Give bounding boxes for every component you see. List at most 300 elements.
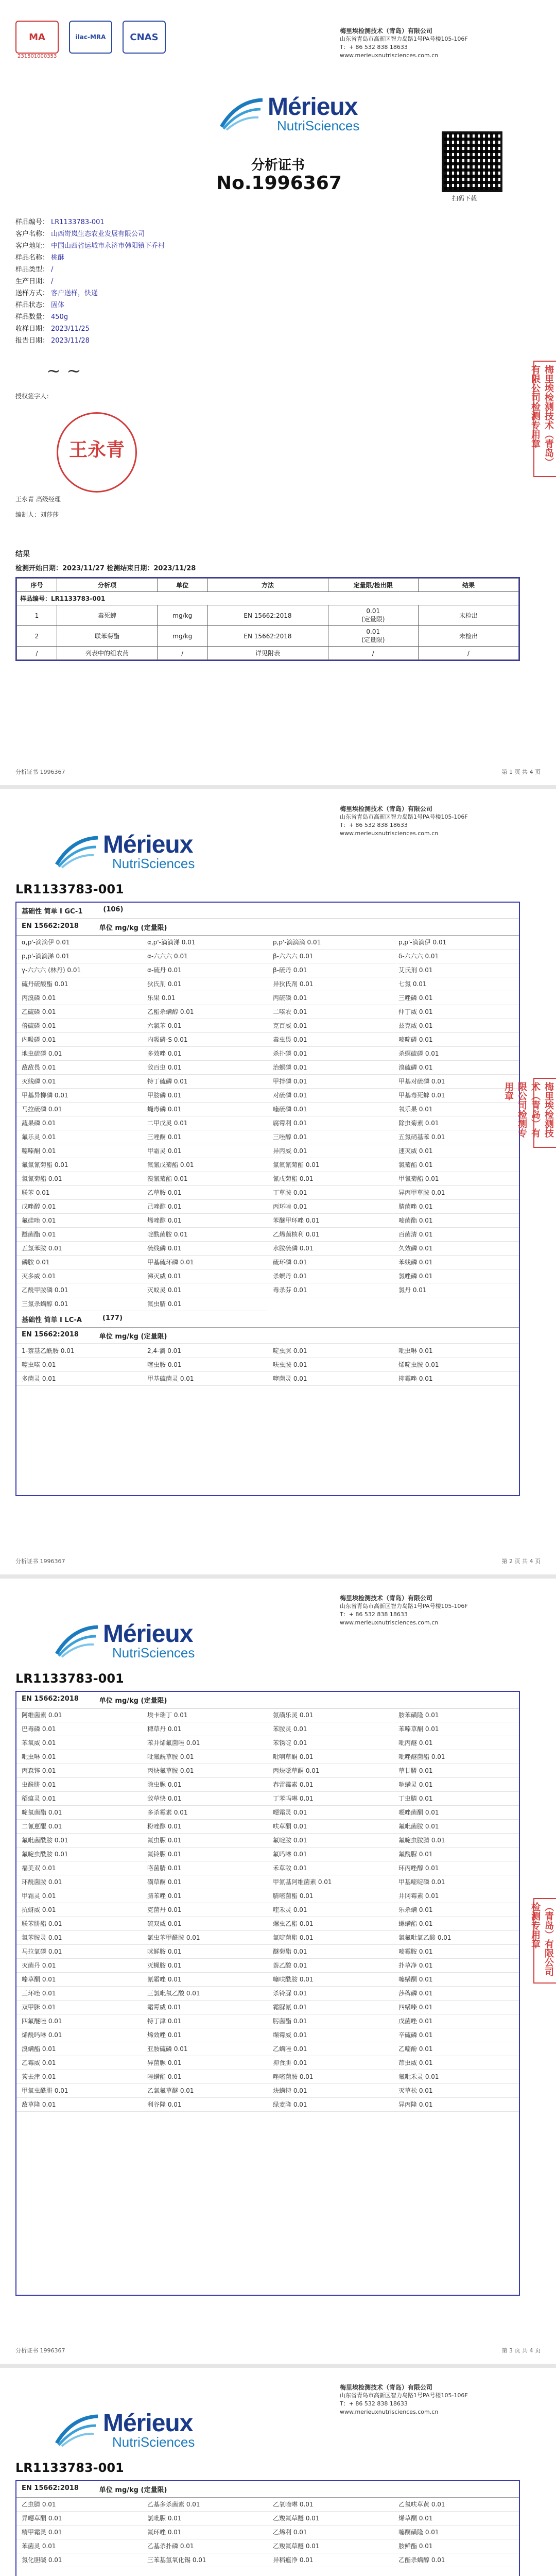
pesticide-grid [16,2498,519,2567]
pesticide-item: α-六六六 0.01 [142,950,268,963]
info-row: 生产日期： / [15,278,54,285]
pesticide-item: 甲霜灵 0.01 [142,1144,268,1158]
company-address-block: 梅里埃检测技术（青岛）有限公司 山东省青岛市高新区智力岛路1号PA号楼105-106F T：+ 86 532 838 18633 www.merieuxnutrisciences.com.cn [340,1595,468,1626]
pesticide-item: 水胺硫磷 0.01 [268,1242,393,1256]
pesticide-item: 乙氧呋草黄 0.01 [393,2498,519,2512]
results-table [16,578,519,660]
pesticide-item: 甲霜灵 0.01 [16,1889,142,1903]
pesticide-item: 腐霉利 0.01 [268,1116,393,1130]
merieux-logo: Mérieux NutriSciences [51,831,195,872]
pesticide-item: 咪鲜胺 0.01 [142,1945,268,1959]
pesticide-item: 双甲脒 0.01 [16,2001,142,2014]
merieux-logo-icon [51,834,101,870]
pesticide-item: 烯草酮 0.01 [393,2512,519,2526]
pesticide-item: 氟乐灵 0.01 [16,1130,142,1144]
pesticide-item: 甲拌磷 0.01 [268,1075,393,1089]
info-row: 样品类型： / [15,266,54,274]
report-page-2 [0,789,556,1572]
report-page-1 [0,0,556,783]
pesticide-item: 乙羧氟草醚 0.01 [268,2539,393,2553]
pesticide-item: 啶酰菌胺 0.01 [142,1228,268,1242]
pesticide-item: α,p'-滴滴涕 0.01 [142,936,268,950]
merieux-logo-icon [51,2412,101,2448]
info-row: 样品数量： 450g [15,313,68,321]
pesticide-item: 异丙威 0.01 [268,1144,393,1158]
pesticide-item: 丙溴磷 0.01 [16,991,142,1005]
pesticide-item: 丙环唑 0.01 [268,1200,393,1214]
pesticide-item: α-硫丹 0.01 [142,963,268,977]
pesticide-item: 甲基对硫磷 0.01 [393,1075,519,1089]
pesticide-item: 苯醚甲环唑 0.01 [268,1214,393,1228]
pesticide-item: 噻虫嗪 0.01 [16,1358,142,1372]
pesticide-item: 乙草胺 0.01 [142,1186,268,1200]
report-page-4 [0,2368,556,2576]
pesticide-item: 乙酰甲胺磷 0.01 [16,1283,142,1297]
pesticide-item: 乐杀螨 0.01 [393,1903,519,1917]
pesticide-item: γ-六六六 (林丹) 0.01 [16,963,142,977]
pesticide-item: 仲丁威 0.01 [393,1005,519,1019]
pesticide-item: 三唑醇 0.01 [268,1130,393,1144]
report-number-value: 1996367 [251,173,342,194]
pesticide-item: 五氯硝基苯 0.01 [393,1130,519,1144]
pesticide-item: 氟啶虫酰胺 0.01 [16,1848,142,1861]
merieux-logo [216,93,359,134]
pesticide-item: 氰霜唑 0.01 [142,1973,268,1987]
pesticide-item: 乙烯利 0.01 [268,2526,393,2539]
official-seal [57,412,137,493]
pesticide-item: 胺苯磺隆 0.01 [393,1708,519,1722]
pesticide-item: 杀螟硫磷 0.01 [393,1047,519,1061]
pesticide-item: 1-萘基乙酰胺 0.01 [16,1344,142,1358]
report-number [216,173,342,194]
pesticide-item: 甲基硫环磷 0.01 [142,1256,268,1269]
pesticide-item: 乙基杀扑磷 0.01 [142,2539,268,2553]
pesticide-item: 乙基多杀菌素 0.01 [142,2498,268,2512]
pesticide-item: 乙氧喹啉 0.01 [268,2498,393,2512]
pesticide-item: 氯吡脲 0.01 [142,2512,268,2526]
pesticide-item: 辛硫磷 0.01 [393,2028,519,2042]
pesticide-item: 霜脲氰 0.01 [268,2001,393,2014]
pesticide-item: 苯并烯氟菌唑 0.01 [142,1736,268,1750]
pesticide-item: 六氯苯 0.01 [142,1019,268,1033]
info-row: 客户地址： 中国山西省运城市永济市韩阳镇下乔村 [15,242,165,250]
pesticide-item: 甲氨基阿维菌素 0.01 [268,1875,393,1889]
pesticide-item: 敌草隆 0.01 [16,2098,142,2112]
pesticide-item: 亚胺硫磷 0.01 [142,2042,268,2056]
pesticide-item: 嘧啶磷 0.01 [393,1033,519,1047]
pesticide-item: 氟啶虫胺腈 0.01 [393,1834,519,1848]
sample-number-title: LR1133783-001 [15,1671,124,1686]
pesticide-item: 苯嗪草酮 0.01 [393,1722,519,1736]
pesticide-item: 百菌清 0.01 [393,1228,519,1242]
pesticide-item: 抗蚜威 0.01 [16,1903,142,1917]
pesticide-item: 治螟磷 0.01 [268,1061,393,1075]
pesticide-item: β-六六六 0.01 [268,950,393,963]
side-stamp-3: （青岛）有限公司检测专用章 [533,1898,556,1984]
pesticide-item: 腈嘧菌酯 0.01 [268,1889,393,1903]
pesticide-list-box [15,902,520,1496]
pesticide-item: 氯虫苯甲酰胺 0.01 [142,1931,268,1945]
pesticide-item: 三氯杀螨醇 0.01 [16,1297,142,1311]
pesticide-item: 呋虫胺 0.01 [268,1358,393,1372]
pesticide-item: 特丁硫磷 0.01 [142,1075,268,1089]
pesticide-item: 溴氰菊酯 0.01 [142,1172,268,1186]
sample-number-title: LR1133783-001 [15,882,124,896]
pesticide-item: 扑草净 0.01 [393,1959,519,1973]
pesticide-item: 螺虫乙酯 0.01 [268,1917,393,1931]
col-header: 方法 [207,579,328,592]
company-address-block: 梅里埃检测技术（青岛）有限公司 山东省青岛市高新区智力岛路1号PA号楼105-106F T：+ 86 532 838 18633 www.merieuxnutrisciences.com.cn [340,2384,468,2415]
pesticide-item: 萘乙酸 0.01 [268,1959,393,1973]
info-row: 送样方式： 客户送样，快递 [15,290,98,297]
pesticide-item: 氯唑磷 0.01 [393,1269,519,1283]
page-separator [0,785,556,789]
pesticide-item: 硫双威 0.01 [142,1917,268,1931]
pesticide-item: 灭多威 0.01 [16,1269,142,1283]
pesticide-grid [16,936,519,1311]
pesticide-item: 喹硫磷 0.01 [268,1103,393,1116]
table-header-row [17,579,519,592]
table-row: 2 联苯菊酯 mg/kg EN 15662:2018 0.01 (定量限) 未检出 [17,626,519,647]
method-header: EN 15662:2018 单位 mg/kg (定量限) [16,2481,519,2498]
test-period: 检测开始日期：2023/11/27 检测结束日期：2023/11/28 [15,565,196,572]
side-stamp-2: 梅里埃检测技术（青岛）有限公司检测专用章 [533,1078,556,1148]
pesticide-item: 甲氧虫酰肼 0.01 [16,2084,142,2098]
pesticide-item: 异菌脲 0.01 [142,2056,268,2070]
pesticide-item: 氯化胆碱 0.01 [16,2553,142,2567]
pesticide-item: β-硫丹 0.01 [268,963,393,977]
pesticide-item: 艾氏剂 0.01 [393,963,519,977]
company-phone: T：+ 86 532 838 18633 [340,44,408,50]
pesticide-item: 噻螨酮 0.01 [393,1973,519,1987]
company-address: 山东省青岛市高新区智力岛路1号PA号楼105-106F [340,36,468,42]
pesticide-grid [16,1344,519,1386]
pesticide-item: 丁苯吗啉 0.01 [268,1792,393,1806]
pesticide-item: 杀扑磷 0.01 [268,1047,393,1061]
results-table-box [15,577,520,661]
method-header: EN 15662:2018 单位 mg/kg (定量限) [16,919,519,936]
pesticide-item: 三苯基氢氧化锡 0.01 [142,2553,268,2567]
page-separator [0,1574,556,1579]
pesticide-item: 七氯 0.01 [393,977,519,991]
pesticide-item: 五氯苯胺 0.01 [16,1242,142,1256]
pesticide-item: 敌草快 0.01 [142,1792,268,1806]
col-header: 结果 [419,579,519,592]
pesticide-item: 氟虫腈 0.01 [142,1297,268,1311]
method-header: EN 15662:2018 单位 mg/kg (定量限) [16,1692,519,1708]
pesticide-item: 氯啶菌酯 0.01 [268,1931,393,1945]
pesticide-item: 戊唑醇 0.01 [16,1200,142,1214]
pesticide-item: 蔬果磷 0.01 [16,1116,142,1130]
sample-number: LR1133783-001 [51,595,106,602]
col-header: 单位 [158,579,208,592]
pesticide-item: 埃卡瑞丁 0.01 [142,1708,268,1722]
pesticide-item: 甲胺磷 0.01 [142,1089,268,1103]
pesticide-item: 烯酰吗啉 0.01 [16,2028,142,2042]
col-header: 序号 [17,579,57,592]
pesticide-item: 草甘膦 0.01 [393,1764,519,1778]
pesticide-item: 乙羧氟草醚 0.01 [268,2512,393,2526]
group-header: 基础性 简单 I LC-A (177) [16,1311,519,1328]
pesticide-item: 氟吡菌胺 0.01 [393,1820,519,1834]
info-row: 报告日期： 2023/11/28 [15,337,90,345]
pesticide-item: 二嗪农 0.01 [268,1005,393,1019]
pesticide-item: 丙炔氟草胺 0.01 [142,1764,268,1778]
pesticide-item: 氯氟吡氧乙酸 0.01 [393,1931,519,1945]
pesticide-item: 抑食肼 0.01 [268,2056,393,2070]
pesticide-item: 氟环唑 0.01 [142,2526,268,2539]
pesticide-item: p,p'-滴滴滴 0.01 [268,936,393,950]
cma-logo: MA [15,21,59,54]
col-header: 分析项 [57,579,158,592]
pesticide-item: 氰戊菊酯 0.01 [268,1172,393,1186]
pesticide-item: 三环唑 0.01 [16,1987,142,2001]
editor-line [15,510,59,519]
pesticide-item: 甲基嘧啶磷 0.01 [393,1875,519,1889]
pesticide-item: 苯胺灵 0.01 [268,1722,393,1736]
pesticide-item: 倍硫磷 0.01 [16,1019,142,1033]
pesticide-grid [16,1708,519,2112]
company-name: 梅里埃检测技术（青岛）有限公司 [340,27,433,35]
company-website: www.merieuxnutrisciences.com.cn [340,52,439,59]
pesticide-item: 多菌灵 0.01 [16,1372,142,1386]
pesticide-item: 马拉硫磷 0.01 [16,1103,142,1116]
ilac-mra-logo: ilac-MRA [69,21,112,54]
pesticide-item: 联苯肼酯 0.01 [16,1917,142,1931]
pesticide-item: 禾草敌 0.01 [268,1861,393,1875]
pesticide-item: 啶氧菌酯 0.01 [16,1806,142,1820]
pesticide-item: 炔螨特 0.01 [268,2084,393,2098]
pesticide-item: p,p'-滴滴伊 0.01 [393,936,519,950]
pesticide-item: 久效磷 0.01 [393,1242,519,1256]
pesticide-item: 噁唑菌酮 0.01 [393,1806,519,1820]
pesticide-item: 灭蚁灵 0.01 [142,1283,268,1297]
pesticide-item: 吡唑醚菌酯 0.01 [393,1750,519,1764]
pesticide-item: 唑嘧菌胺 0.01 [268,2070,393,2084]
pesticide-item: 咯菌腈 0.01 [142,1861,268,1875]
pesticide-item: 氟吡菌酰胺 0.01 [16,1834,142,1848]
method-header: EN 15662:2018 单位 mg/kg (定量限) [16,1328,519,1344]
pesticide-item: 氯氟氰菊酯 0.01 [268,1158,393,1172]
pesticide-item: 异丙隆 0.01 [393,2098,519,2112]
pesticide-item: 稗草丹 0.01 [142,1722,268,1736]
info-row: 客户名称： 山西岢岚生态农业发展有限公司 [15,230,145,238]
pesticide-item: 多效唑 0.01 [142,1047,268,1061]
pesticide-item: 嗪草酮 0.01 [16,1973,142,1987]
pesticide-item: 丙森锌 0.01 [16,1764,142,1778]
table-row: 1 毒死蜱 mg/kg EN 15662:2018 0.01 (定量限) 未检出 [17,605,519,626]
pesticide-item: 啶虫脒 0.01 [268,1344,393,1358]
pesticide-item: 克百威 0.01 [268,1019,393,1033]
pesticide-item: 蝇毒磷 0.01 [142,1103,268,1116]
cert-code: 231501000353 [18,54,57,59]
pesticide-item: 腈苯唑 0.01 [142,1889,268,1903]
pesticide-item: 福美双 0.01 [16,1861,142,1875]
pesticide-item: 对硫磷 0.01 [268,1089,393,1103]
pesticide-item: 吡虫啉 0.01 [16,1750,142,1764]
result-label: 结果 [15,550,30,558]
pesticide-item: 毒杀芬 0.01 [268,1283,393,1297]
pesticide-item: 特丁津 0.01 [142,2014,268,2028]
table-row: / 列表中的组农药 / 详见附表 / / [17,647,519,660]
pesticide-item: 绿麦隆 0.01 [268,2098,393,2112]
pesticide-item: 利谷隆 0.01 [142,2098,268,2112]
col-header: 定量限/检出限 [328,579,419,592]
pesticide-item: 霜霉威 0.01 [142,2001,268,2014]
pesticide-item: 异狄氏剂 0.01 [268,977,393,991]
pesticide-item: 环丙唑醇 0.01 [393,1861,519,1875]
pesticide-item: 除虫脲 0.01 [142,1778,268,1792]
pesticide-item: 噻嗪酮 0.01 [16,1144,142,1158]
pesticide-item: 唑螨酯 0.01 [142,2070,268,2084]
pesticide-item: 嘧菌酯 0.01 [393,1214,519,1228]
pesticide-item: 吡虫啉 0.01 [393,1344,519,1358]
side-stamp-1: 梅里埃检测技术（青岛）有限公司检测专用章 [533,361,556,477]
pesticide-item: 甲氰菊酯 0.01 [393,1172,519,1186]
pesticide-item: 灭菌丹 0.01 [16,1959,142,1973]
pesticide-item: 甲基毒死蜱 0.01 [393,1089,519,1103]
page-footer [15,768,541,776]
pesticide-item: 三唑酮 0.01 [142,1130,268,1144]
pesticide-item: 涕灭威 0.01 [142,1269,268,1283]
info-row: 收样日期： 2023/11/25 [15,325,90,333]
pesticide-item: 氧乐果 0.01 [393,1103,519,1116]
pesticide-item: 醚菊酯 0.01 [268,1945,393,1959]
page-separator [0,2364,556,2368]
merieux-logo: Mérieux NutriSciences [51,1620,195,1661]
pesticide-item: 己唑醇 0.01 [142,1200,268,1214]
report-page-3 [0,1579,556,2362]
pesticide-item: 肟菌酯 0.01 [268,2014,393,2028]
pesticide-item: 二甲戊灵 0.01 [142,1116,268,1130]
pesticide-item: 氟吗啉 0.01 [268,1848,393,1861]
pesticide-list-box [15,1691,520,2296]
pesticide-item: 噁霜灵 0.01 [268,1806,393,1820]
pesticide-item: 乙酯杀螨醇 0.01 [393,2553,519,2567]
pesticide-item: 溴硫磷 0.01 [393,1061,519,1075]
pesticide-item: 硫线磷 0.01 [142,1242,268,1256]
pesticide-item: 阿维菌素 0.01 [16,1708,142,1722]
pesticide-item: 乙氧氟草醚 0.01 [142,2084,268,2098]
signature: ~ ~ [46,361,81,381]
pesticide-item: 异丙甲草胺 0.01 [393,1186,519,1200]
pesticide-item: 三唑磷 0.01 [393,991,519,1005]
pesticide-item: 乙霉威 0.01 [16,2056,142,2070]
pesticide-item: 灭线磷 0.01 [16,1075,142,1089]
cnas-logo: CNAS [123,21,166,54]
info-row: 样品编号： LR1133783-001 [15,218,105,226]
pesticide-item: 腈菌唑 0.01 [393,1200,519,1214]
pesticide-item: 氯苯胺灵 0.01 [16,1931,142,1945]
sample-info [15,216,165,347]
pesticide-item: 氟硅唑 0.01 [16,1214,142,1228]
pesticide-item: 三氯吡氧乙酸 0.01 [142,1987,268,2001]
pesticide-item: 氟铃脲 0.01 [142,1848,268,1861]
page-footer: 分析证书 1996367 第 3 页 共 4 页 [15,2347,541,2354]
pesticide-item: 2,4-滴 0.01 [142,1344,268,1358]
pesticide-item: p,p'-滴滴涕 0.01 [16,950,142,963]
pesticide-item: 环酰菌胺 0.01 [16,1875,142,1889]
pesticide-item: 二氰蒽醌 0.01 [16,1820,142,1834]
pesticide-item: 灭蝇胺 0.01 [142,1959,268,1973]
pesticide-item: 速灭威 0.01 [393,1144,519,1158]
report-number-label: No. [216,173,252,194]
approver-label: 授权签字人： [15,393,53,400]
pesticide-item: 哒螨灵 0.01 [393,1778,519,1792]
pesticide-item: 莎稗磷 0.01 [393,1987,519,2001]
pesticide-item: 氟啶胺 0.01 [268,1834,393,1848]
pesticide-item: 苯菌灵 0.01 [16,2539,142,2553]
footer-doc: 分析证书 1996367 [15,769,65,775]
pesticide-item: 异噁草酮 0.01 [16,2512,142,2526]
pesticide-item: 敌百虫 0.01 [142,1061,268,1075]
brand-word-2: NutriSciences [277,118,360,133]
pesticide-item: 联苯 0.01 [16,1186,142,1200]
certification-logos [15,21,166,54]
pesticide-item: 稻瘟灵 0.01 [16,1792,142,1806]
pesticide-item: 乙硫磷 0.01 [16,1005,142,1019]
pesticide-item: 除虫菊素 0.01 [393,1116,519,1130]
pesticide-item: 吡喃草酮 0.01 [268,1750,393,1764]
pesticide-item: 四螨嗪 0.01 [393,2001,519,2014]
pesticide-item: 丙炔噁草酮 0.01 [268,1764,393,1778]
pesticide-item: 吡氟酰草胺 0.01 [142,1750,268,1764]
pesticide-item: 乙螨唑 0.01 [268,2042,393,2056]
pesticide-item: 苯线磷 0.01 [393,1256,519,1269]
pesticide-item: 硫环磷 0.01 [268,1256,393,1269]
pesticide-item: 呋草酮 0.01 [268,1820,393,1834]
pesticide-item: 吡丙醚 0.01 [393,1736,519,1750]
pesticide-item: 精甲霜灵 0.01 [16,2526,142,2539]
company-address-block: 梅里埃检测技术（青岛）有限公司 山东省青岛市高新区智力岛路1号PA号楼105-106F T：+ 86 532 838 18633 www.merieuxnutrisciences.com.cn [340,805,468,837]
merieux-logo-icon [51,1623,101,1659]
merieux-logo: Mérieux NutriSciences [51,2409,195,2450]
pesticide-item: 莠去津 0.01 [16,2070,142,2084]
sample-label: 样品编号： [20,595,51,602]
pesticide-item: 噻虫胺 0.01 [142,1358,268,1372]
pesticide-item: 乙嘧酚 0.01 [393,2042,519,2056]
pesticide-item: 醚菌酯 0.01 [16,1228,142,1242]
pesticide-item: 巴毒磷 0.01 [16,1722,142,1736]
pesticide-item: 茚虫威 0.01 [393,2056,519,2070]
manager-label: 王永青 高级经理 [15,496,61,503]
pesticide-item: 烯唑醇 0.01 [142,1214,268,1228]
pesticide-item: 溴螨酯 0.01 [16,2042,142,2056]
seal-text: 王永青 [68,439,125,461]
group-header: 基础性 简单 I GC-1 (106) [16,903,519,919]
pesticide-item: 粉唑醇 0.01 [142,1820,268,1834]
pesticide-item: 兹克威 0.01 [393,1019,519,1033]
pesticide-item: 杀铃脲 0.01 [268,1987,393,2001]
pesticide-item: 毒虫畏 0.01 [268,1033,393,1047]
pesticide-item: 喹禾灵 0.01 [268,1903,393,1917]
pesticide-item: 甲基异柳磷 0.01 [16,1089,142,1103]
pesticide-item: 地虫硫磷 0.01 [16,1047,142,1061]
pesticide-item: 氟氯氰菊酯 0.01 [16,1158,142,1172]
pesticide-item: 氯丹 0.01 [393,1283,519,1297]
pesticide-item: 杀螟丹 0.01 [268,1269,393,1283]
pesticide-item: 甲基硫菌灵 0.01 [142,1372,268,1386]
pesticide-item: 克菌丹 0.01 [142,1903,268,1917]
pesticide-item: 苯锈啶 0.01 [268,1736,393,1750]
merieux-logo-icon [216,96,266,132]
pesticide-item: 噻呋酰胺 0.01 [268,1973,393,1987]
pesticide-item: δ-六六六 0.01 [393,950,519,963]
pesticide-item: 马拉氧磷 0.01 [16,1945,142,1959]
pesticide-item: 苯氧威 0.01 [16,1736,142,1750]
pesticide-item: 氨磺乐灵 0.01 [268,1708,393,1722]
info-row: 样品名称： 桃酥 [15,254,65,262]
